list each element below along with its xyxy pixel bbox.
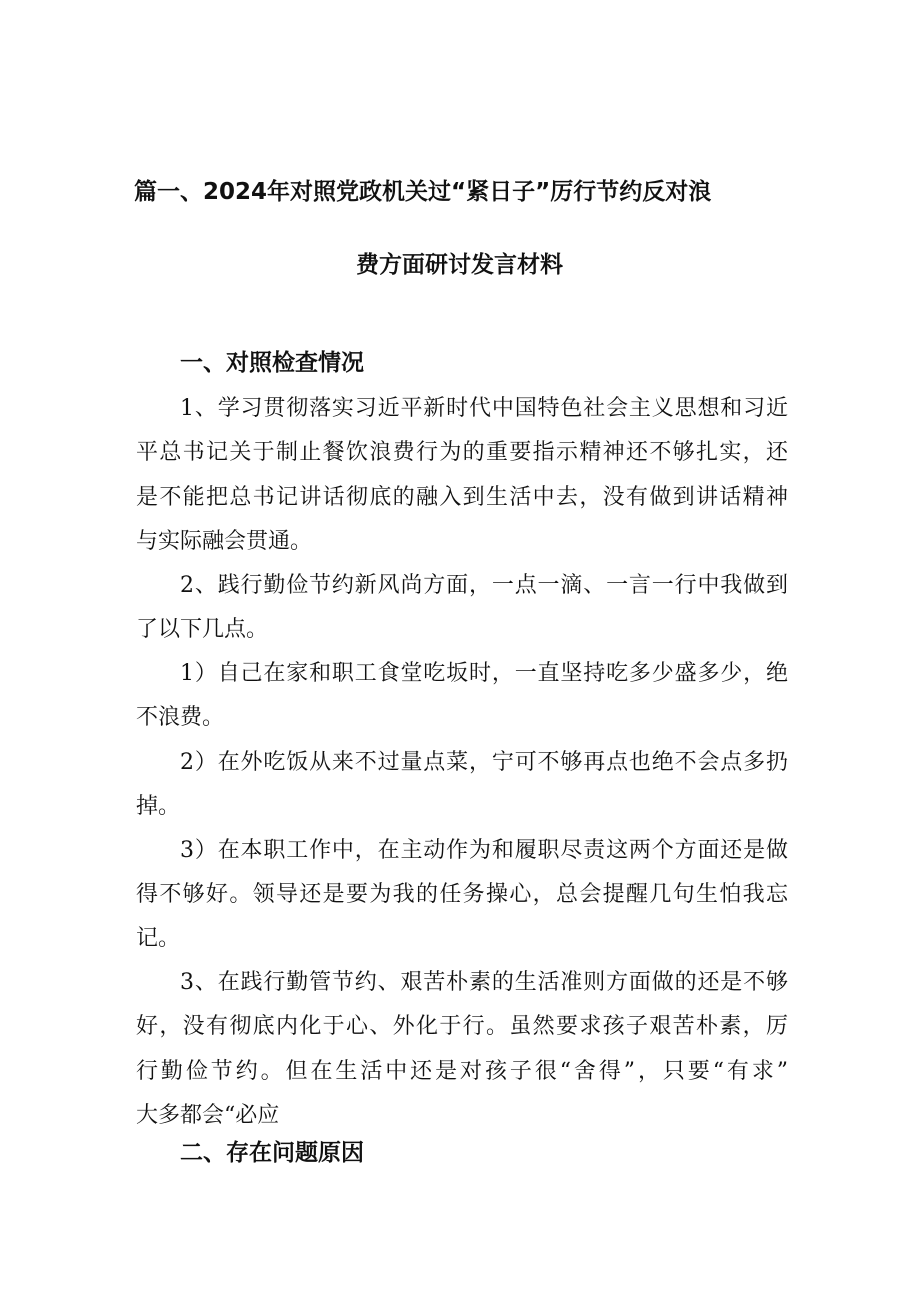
paragraph-line: 记。 bbox=[136, 926, 181, 951]
paragraph-line: 与实际融会贯通。 bbox=[136, 529, 313, 554]
paragraph-line: 大多都会“必应 bbox=[136, 1103, 280, 1128]
paragraph-line: 是不能把总书记讲话彻底的融入到生活中去，没有做到讲话精神 bbox=[136, 485, 788, 510]
paragraph-line: 好，没有彻底内化于心、外化于行。虽然要求孩子艰苦朴素，厉 bbox=[136, 1014, 788, 1039]
paragraph-line: 1）自己在家和职工食堂吃坂时，一直坚持吃多少盛多少，绝 bbox=[180, 661, 788, 686]
paragraph-line: 得不够好。领导还是要为我的任务操心，总会提醒几句生怕我忘 bbox=[136, 882, 788, 907]
paragraph-line: 不浪费。 bbox=[136, 705, 225, 730]
paragraph-line: 3）在本职工作中，在主动作为和履职尽责这两个方面还是做 bbox=[180, 838, 788, 863]
paragraph-line: 3、在践行勤管节约、艰苦朴素的生活准则方面做的还是不够 bbox=[180, 970, 788, 995]
paragraph-line: 掉。 bbox=[136, 794, 181, 819]
paragraph-line: 1、学习贯彻落实习近平新时代中国特色社会主义思想和习近 bbox=[180, 396, 788, 421]
document-title-line-1: 篇一、2024年对照党政机关过“紧日子”厉行节约反对浪 bbox=[134, 179, 712, 205]
paragraph-line: 2）在外吃饭从来不过量点菜，宁可不够再点也绝不会点多扔 bbox=[180, 750, 788, 775]
paragraph-line: 了以下几点。 bbox=[136, 617, 269, 642]
paragraph-line: 2、践行勤俭节约新风尚方面，一点一滴、一言一行中我做到 bbox=[180, 573, 788, 598]
paragraph-line: 行勤俭节约。但在生活中还是对孩子很“舍得”，只要“有求” bbox=[136, 1059, 788, 1084]
document-title-line-2: 费方面研讨发言材料 bbox=[356, 252, 563, 278]
section-heading-1: 一、对照检查情况 bbox=[180, 350, 364, 376]
section-heading-2: 二、存在问题原因 bbox=[180, 1140, 364, 1166]
paragraph-line: 平总书记关于制止餐饮浪费行为的重要指示精神还不够扎实，还 bbox=[136, 440, 788, 465]
